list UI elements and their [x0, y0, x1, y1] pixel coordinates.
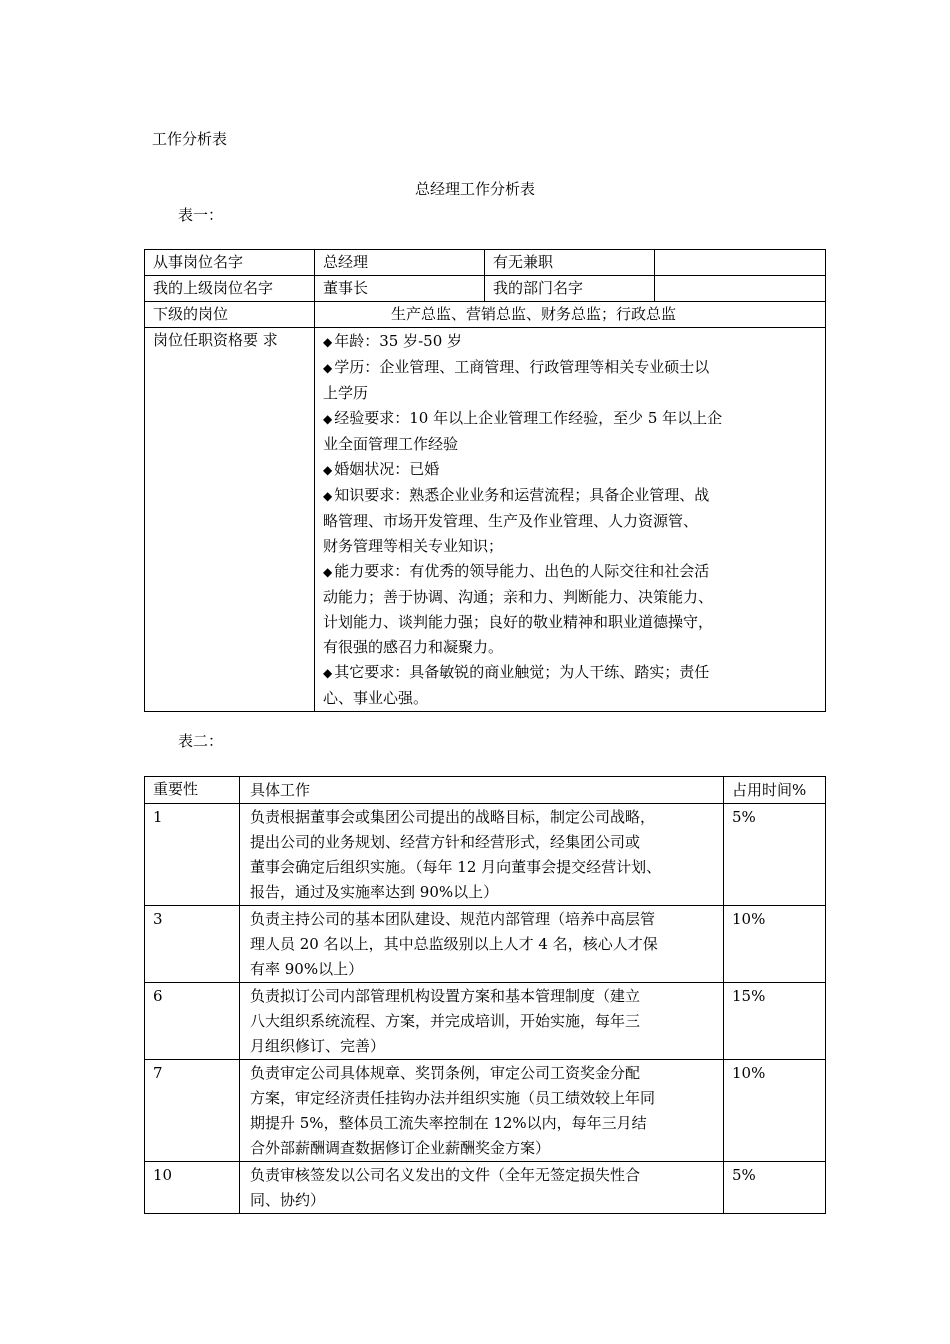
qualification-line: ◆ 年龄：35 岁-50 岁: [323, 332, 463, 350]
header-time: 占用时间%: [724, 777, 826, 804]
table-header-row: [145, 777, 826, 804]
table-row: [145, 302, 826, 328]
cell-time: 15%: [724, 983, 826, 1060]
cell-work: 负责根据董事会或集团公司提出的战略目标，制定公司战略， 提出公司的业务规划、经营方针和经营形式，经集团公司或 董事会确定后组织实施。（每年 12 月向董事会提交经营计划、 报告，通过及实施率达到 90%以上）: [240, 804, 724, 906]
qualification-line: 有很强的感召力和凝聚力。: [323, 638, 504, 656]
table-heading: 总经理工作分析表: [414, 180, 535, 198]
table1-label: 表一：: [178, 206, 224, 224]
diamond-bullet-icon: ◆: [323, 489, 333, 503]
cell-label-qualifications: 岗位任职资格要 求: [145, 328, 315, 712]
cell-label-position: 从事岗位名字: [145, 250, 315, 276]
diamond-bullet-icon: ◆: [323, 565, 333, 579]
diamond-bullet-icon: ◆: [323, 335, 333, 349]
table-row: [145, 1060, 826, 1162]
duties-table: [144, 776, 826, 1214]
table-row: [145, 276, 826, 302]
qualification-line: 动能力；善于协调、沟通；亲和力、判断能力、决策能力、: [323, 588, 714, 606]
qualification-line: 心、事业心强。: [323, 689, 429, 707]
table-row: [145, 804, 826, 906]
cell-value-subordinates: 生产总监、营销总监、财务总监；行政总监: [315, 302, 826, 328]
cell-value-position: 总经理: [315, 250, 485, 276]
qualification-line: ◆ 婚姻状况：已婚: [323, 460, 440, 478]
qualification-line: ◆ 知识要求：熟悉企业业务和运营流程；具备企业管理、战: [323, 486, 710, 504]
cell-work: 负责审核签发以公司名义发出的文件（全年无签定损失性合 同、协约）: [240, 1162, 724, 1214]
cell-importance: 1: [145, 804, 240, 906]
diamond-bullet-icon: ◆: [323, 361, 333, 375]
cell-work: 负责主持公司的基本团队建设、规范内部管理（培养中高层管 理人员 20 名以上，其中总监级别以上人才 4 名，核心人才保 有率 90%以上）: [240, 906, 724, 983]
cell-time: 10%: [724, 906, 826, 983]
qualification-line: 业全面管理工作经验: [323, 435, 459, 453]
header-importance: 重要性: [145, 777, 240, 804]
table-row: [145, 328, 826, 712]
table2-label: 表二：: [178, 732, 224, 750]
table-row: [145, 906, 826, 983]
qualification-line: 计划能力、谈判能力强；良好的敬业精神和职业道德操守，: [323, 613, 714, 631]
cell-value-department: [655, 276, 826, 302]
table-row: [145, 983, 826, 1060]
cell-importance: 10: [145, 1162, 240, 1214]
document-title: 工作分析表: [152, 130, 228, 148]
cell-work: 负责审定公司具体规章、奖罚条例，审定公司工资奖金分配 方案，审定经济责任挂钩办法并组织实施（员工绩效较上年同 期提升 5%，整体员工流失率控制在 12%以内，每年三月结 合外部薪酬调查数据修订企业薪酬奖金方案）: [240, 1060, 724, 1162]
table-row: [145, 1162, 826, 1214]
diamond-bullet-icon: ◆: [323, 463, 333, 477]
cell-work: 负责拟订公司内部管理机构设置方案和基本管理制度（建立 八大组织系统流程、方案，并完成培训，开始实施，每年三 月组织修订、完善）: [240, 983, 724, 1060]
diamond-bullet-icon: ◆: [323, 666, 333, 680]
cell-label-subordinates: 下级的岗位: [145, 302, 315, 328]
cell-importance: 3: [145, 906, 240, 983]
cell-time: 5%: [724, 1162, 826, 1214]
qualification-line: ◆ 其它要求：具备敏锐的商业触觉；为人干练、踏实；责任: [323, 663, 710, 681]
qualification-line: 财务管理等相关专业知识；: [323, 537, 504, 555]
cell-label-part-time: 有无兼职: [485, 250, 655, 276]
cell-label-department: 我的部门名字: [485, 276, 655, 302]
table-row: [145, 250, 826, 276]
cell-time: 10%: [724, 1060, 826, 1162]
cell-value-part-time: [655, 250, 826, 276]
qualification-line: ◆ 能力要求：有优秀的领导能力、出色的人际交往和社会活: [323, 562, 710, 580]
header-work: 具体工作: [240, 777, 724, 804]
cell-importance: 6: [145, 983, 240, 1060]
qualification-line: 上学历: [323, 384, 369, 402]
cell-time: 5%: [724, 804, 826, 906]
cell-label-superior: 我的上级岗位名字: [145, 276, 315, 302]
position-info-table: [144, 249, 826, 712]
cell-value-qualifications: [315, 328, 826, 712]
cell-importance: 7: [145, 1060, 240, 1162]
qualification-line: 略管理、市场开发管理、生产及作业管理、人力资源管、: [323, 512, 699, 530]
diamond-bullet-icon: ◆: [323, 412, 333, 426]
qualification-line: ◆ 学历：企业管理、工商管理、行政管理等相关专业硕士以: [323, 358, 710, 376]
cell-value-superior: 董事长: [315, 276, 485, 302]
qualification-line: ◆ 经验要求：10 年以上企业管理工作经验，至少 5 年以上企: [323, 409, 723, 427]
